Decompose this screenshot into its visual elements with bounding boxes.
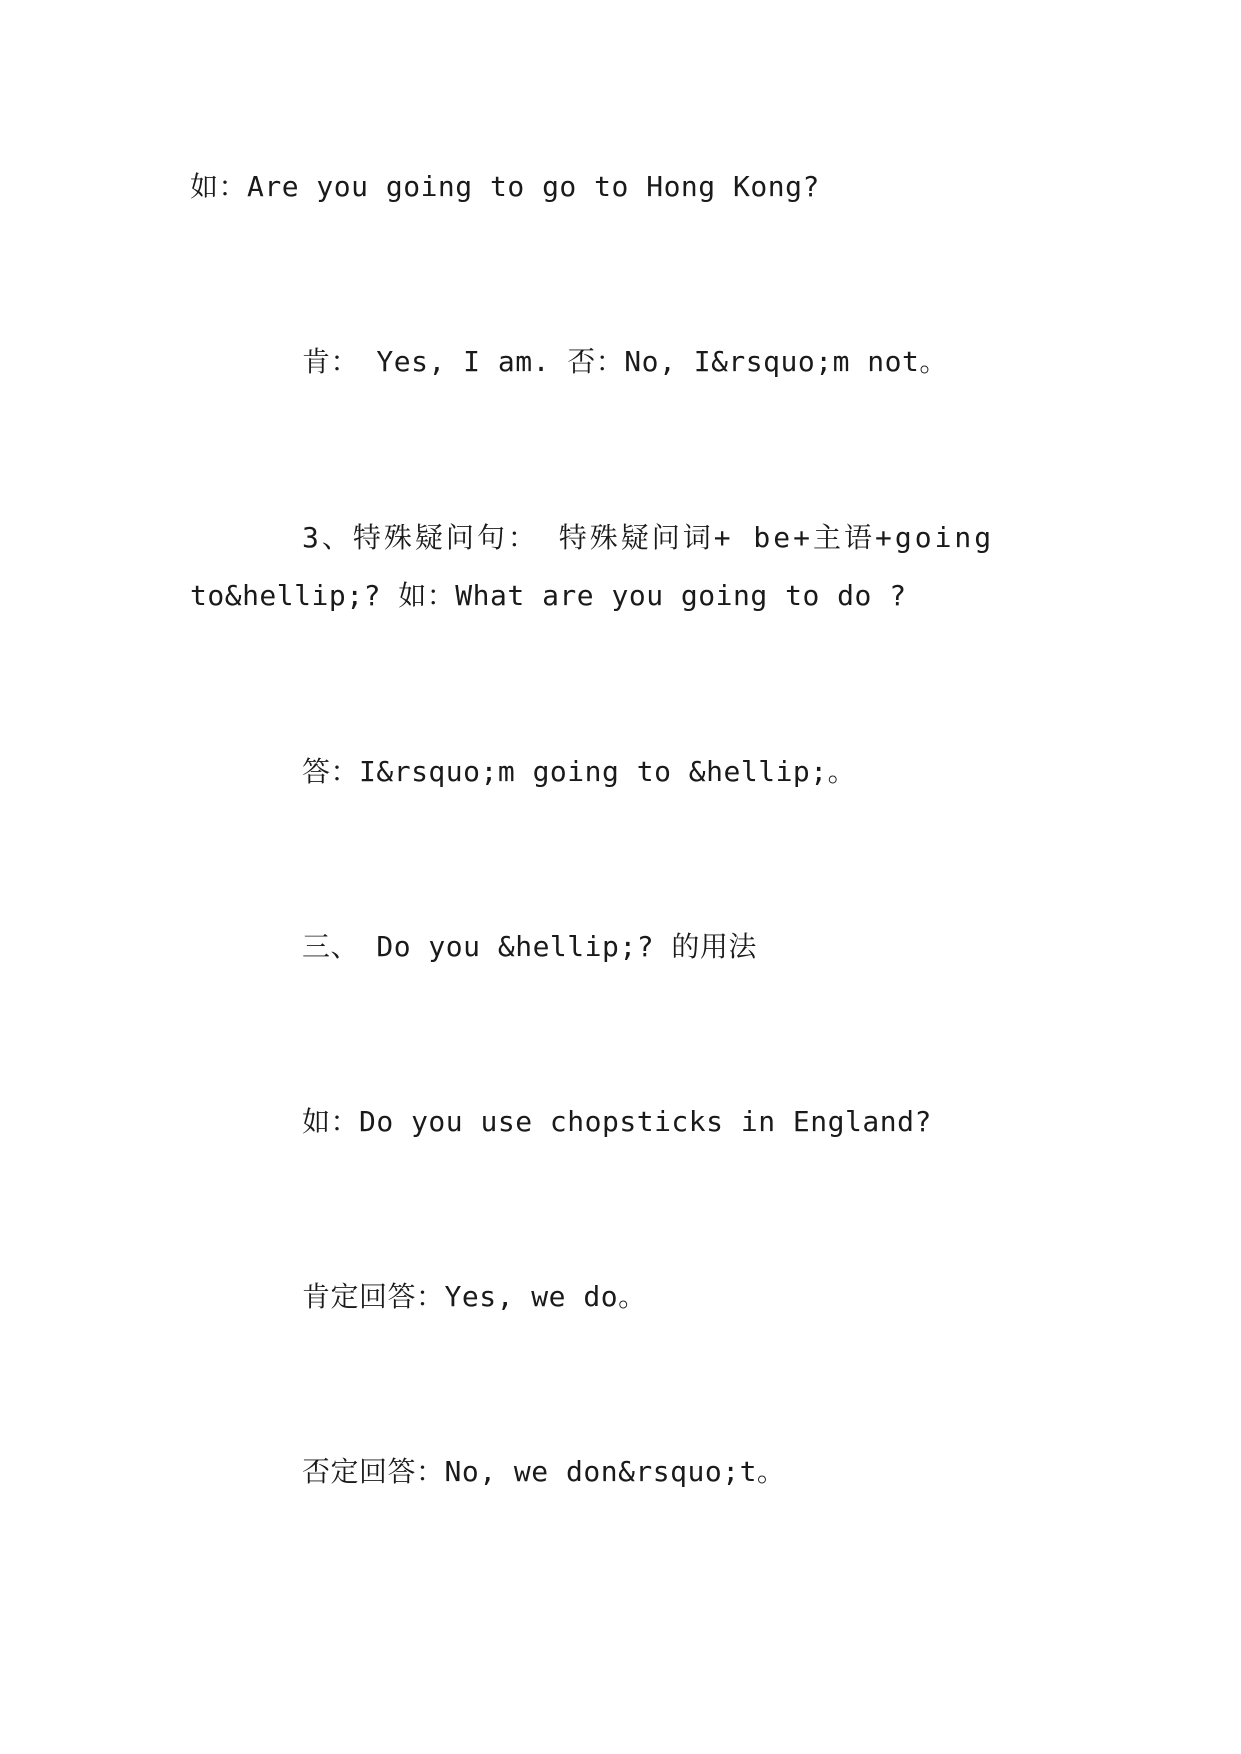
negative-answer-line: 否定回答：No, we don&rsquo;t。 [302,1455,786,1488]
special-question-answer-line: 答：I&rsquo;m going to &hellip;。 [302,755,857,788]
do-you-example-line: 如：Do you use chopsticks in England? [302,1105,932,1138]
positive-answer-line: 肯定回答：Yes, we do。 [302,1280,647,1313]
section-heading-do-you: 三、 Do you &hellip;? 的用法 [302,930,757,963]
example-question-line: 如：Are you going to go to Hong Kong? [190,170,820,203]
answer-line: 肯： Yes, I am. 否：No, I&rsquo;m not。 [302,345,948,378]
special-question-rule-line: 3、特殊疑问句： 特殊疑问词+ be+主语+going [302,521,995,554]
special-question-example-line: to&hellip;? 如：What are you going to do ? [190,579,907,612]
